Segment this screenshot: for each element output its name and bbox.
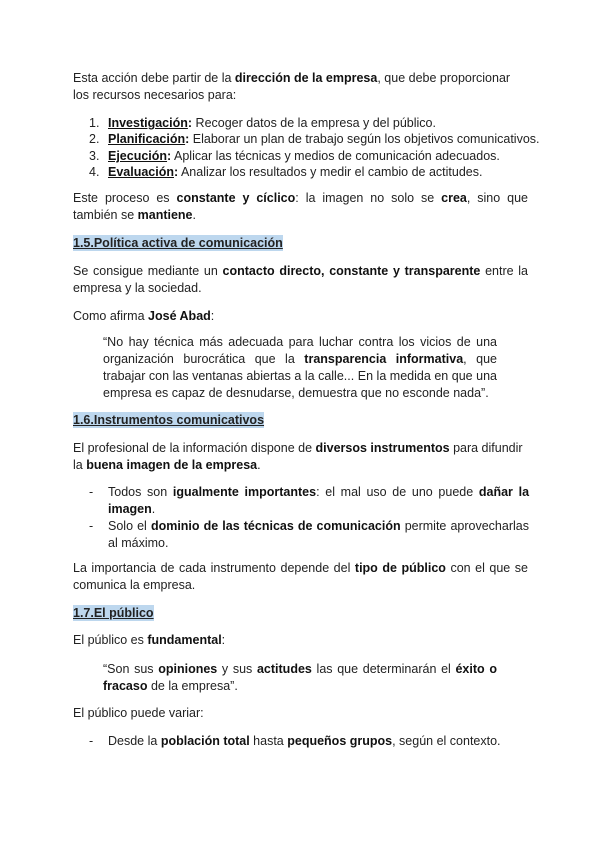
bullet-dash: - bbox=[89, 485, 94, 499]
heading-text: 1.5.Política activa de comunicación bbox=[73, 236, 283, 250]
paragraph bbox=[73, 705, 528, 722]
text-run: . bbox=[192, 208, 196, 222]
text-run: : bbox=[167, 148, 172, 163]
text-run: El público es bbox=[73, 633, 148, 647]
paragraph bbox=[73, 308, 528, 325]
bold-run: tipo de público bbox=[354, 561, 446, 575]
bold-run: crea bbox=[441, 191, 467, 205]
list-item bbox=[89, 131, 539, 147]
text-run: hasta bbox=[249, 734, 288, 748]
text-run: Este proceso es bbox=[73, 191, 177, 205]
list-number: 4. bbox=[89, 165, 100, 180]
step-term: Evaluación bbox=[108, 165, 174, 180]
paragraph bbox=[73, 440, 528, 474]
intro-paragraph bbox=[73, 70, 528, 104]
bold-run: población total bbox=[160, 734, 250, 748]
text-run: con el que se comunica la empresa. bbox=[73, 561, 528, 592]
paragraph bbox=[73, 632, 528, 649]
heading-text: 1.6.Instrumentos comunicativos bbox=[73, 413, 265, 427]
step-description: Elaborar un plan de trabajo según los objetivos comunicativos. bbox=[189, 132, 540, 147]
bold-run: buena imagen de la empresa bbox=[86, 458, 258, 472]
bold-run: mantiene bbox=[137, 208, 193, 222]
bold-run: diversos instrumentos bbox=[315, 441, 450, 455]
bold-run: dirección de la empresa bbox=[234, 71, 378, 85]
text-run: Esta acción debe partir de la bbox=[73, 71, 235, 85]
text-run: La importancia de cada instrumento depende del bbox=[73, 561, 355, 575]
bold-run: dañar la imagen bbox=[108, 485, 530, 516]
heading-text: 1.7.El público bbox=[73, 606, 154, 620]
text-run: entre la empresa y la sociedad. bbox=[73, 264, 529, 295]
text-run: permite aprovecharlas al máximo. bbox=[108, 519, 529, 550]
process-paragraph bbox=[73, 190, 528, 224]
step-description: Recoger datos de la empresa y del público. bbox=[192, 116, 436, 130]
text-run: . bbox=[151, 502, 156, 516]
bold-run: éxito o fracaso bbox=[103, 662, 497, 693]
step-description: Analizar los resultados y medir el cambio de actitudes. bbox=[178, 165, 483, 180]
text-run: las que determinarán el bbox=[311, 662, 456, 676]
text-run: Solo el bbox=[108, 519, 151, 533]
list-item bbox=[89, 484, 529, 518]
list-number: 3. bbox=[89, 148, 100, 163]
bold-run: opiniones bbox=[158, 662, 218, 676]
text-run: y sus bbox=[217, 662, 257, 676]
text-run: Como afirma bbox=[73, 309, 149, 323]
list-number: 1. bbox=[89, 116, 100, 130]
text-run: , que trabajar con las ventanas abiertas a la calle... En la medida en que una empresa es capaz de desnudarse, demuestra que no esconde nada”. bbox=[103, 352, 497, 400]
text-run: “No hay técnica más adecuada para luchar contra los vicios de una organización burocrática que la bbox=[103, 335, 497, 366]
bullet-list bbox=[89, 733, 529, 750]
bold-run: José Abad bbox=[148, 309, 211, 323]
bold-run: constante y cíclico bbox=[176, 191, 296, 205]
quote-publico bbox=[103, 661, 497, 695]
bullet-dash: - bbox=[89, 734, 94, 748]
bold-run: transparencia informativa bbox=[304, 352, 464, 366]
list-number: 2. bbox=[89, 132, 100, 147]
step-description: Aplicar las técnicas y medios de comunicación adecuados. bbox=[171, 148, 500, 163]
text-run: El profesional de la información dispone de bbox=[73, 441, 316, 455]
text-run: : bbox=[174, 165, 179, 180]
text-run: : bbox=[210, 309, 215, 323]
text-run: : la imagen no solo se bbox=[295, 191, 442, 205]
quote-jose-abad bbox=[103, 334, 497, 402]
list-item bbox=[89, 148, 539, 164]
bold-run: contacto directo, constante y transparente bbox=[222, 264, 481, 278]
paragraph bbox=[73, 263, 528, 297]
text-run: , según el contexto. bbox=[392, 734, 501, 748]
bold-run: fundamental bbox=[147, 633, 222, 647]
text-run: para difundir la bbox=[73, 441, 523, 472]
paragraph bbox=[73, 560, 528, 594]
list-item bbox=[89, 115, 539, 131]
text-run: Todos son bbox=[108, 485, 173, 499]
text-run: de la empresa”. bbox=[147, 679, 238, 693]
text-run: : el mal uso de uno puede bbox=[316, 485, 479, 499]
steps-list bbox=[89, 115, 539, 181]
text-run: “Son sus bbox=[103, 662, 159, 676]
bold-run: actitudes bbox=[256, 662, 312, 676]
step-term: Ejecución bbox=[108, 148, 168, 163]
step-term: Investigación bbox=[108, 116, 188, 130]
text-run: : bbox=[221, 633, 226, 647]
bullet-dash: - bbox=[89, 519, 94, 533]
list-item bbox=[89, 164, 539, 180]
section-heading-1-6 bbox=[73, 412, 528, 429]
text-run: Se consigue mediante un bbox=[73, 264, 223, 278]
section-heading-1-5 bbox=[73, 235, 528, 252]
step-term: Planificación bbox=[108, 132, 186, 147]
text-run: : bbox=[185, 132, 190, 147]
text-run: . bbox=[257, 458, 261, 472]
bullet-list bbox=[89, 484, 529, 552]
bold-run: pequeños grupos bbox=[287, 734, 393, 748]
text-run: : bbox=[187, 116, 193, 130]
text-run: Desde la bbox=[108, 734, 161, 748]
bold-run: igualmente importantes bbox=[172, 485, 317, 499]
section-heading-1-7 bbox=[73, 605, 528, 622]
list-item bbox=[89, 518, 529, 552]
text-run: El público puede variar: bbox=[73, 706, 204, 720]
text-run: , sino que también se bbox=[73, 191, 528, 222]
text-run: , que debe proporcionar los recursos necesarios para: bbox=[73, 71, 511, 102]
list-item bbox=[89, 733, 529, 750]
bold-run: dominio de las técnicas de comunicación bbox=[150, 519, 401, 533]
